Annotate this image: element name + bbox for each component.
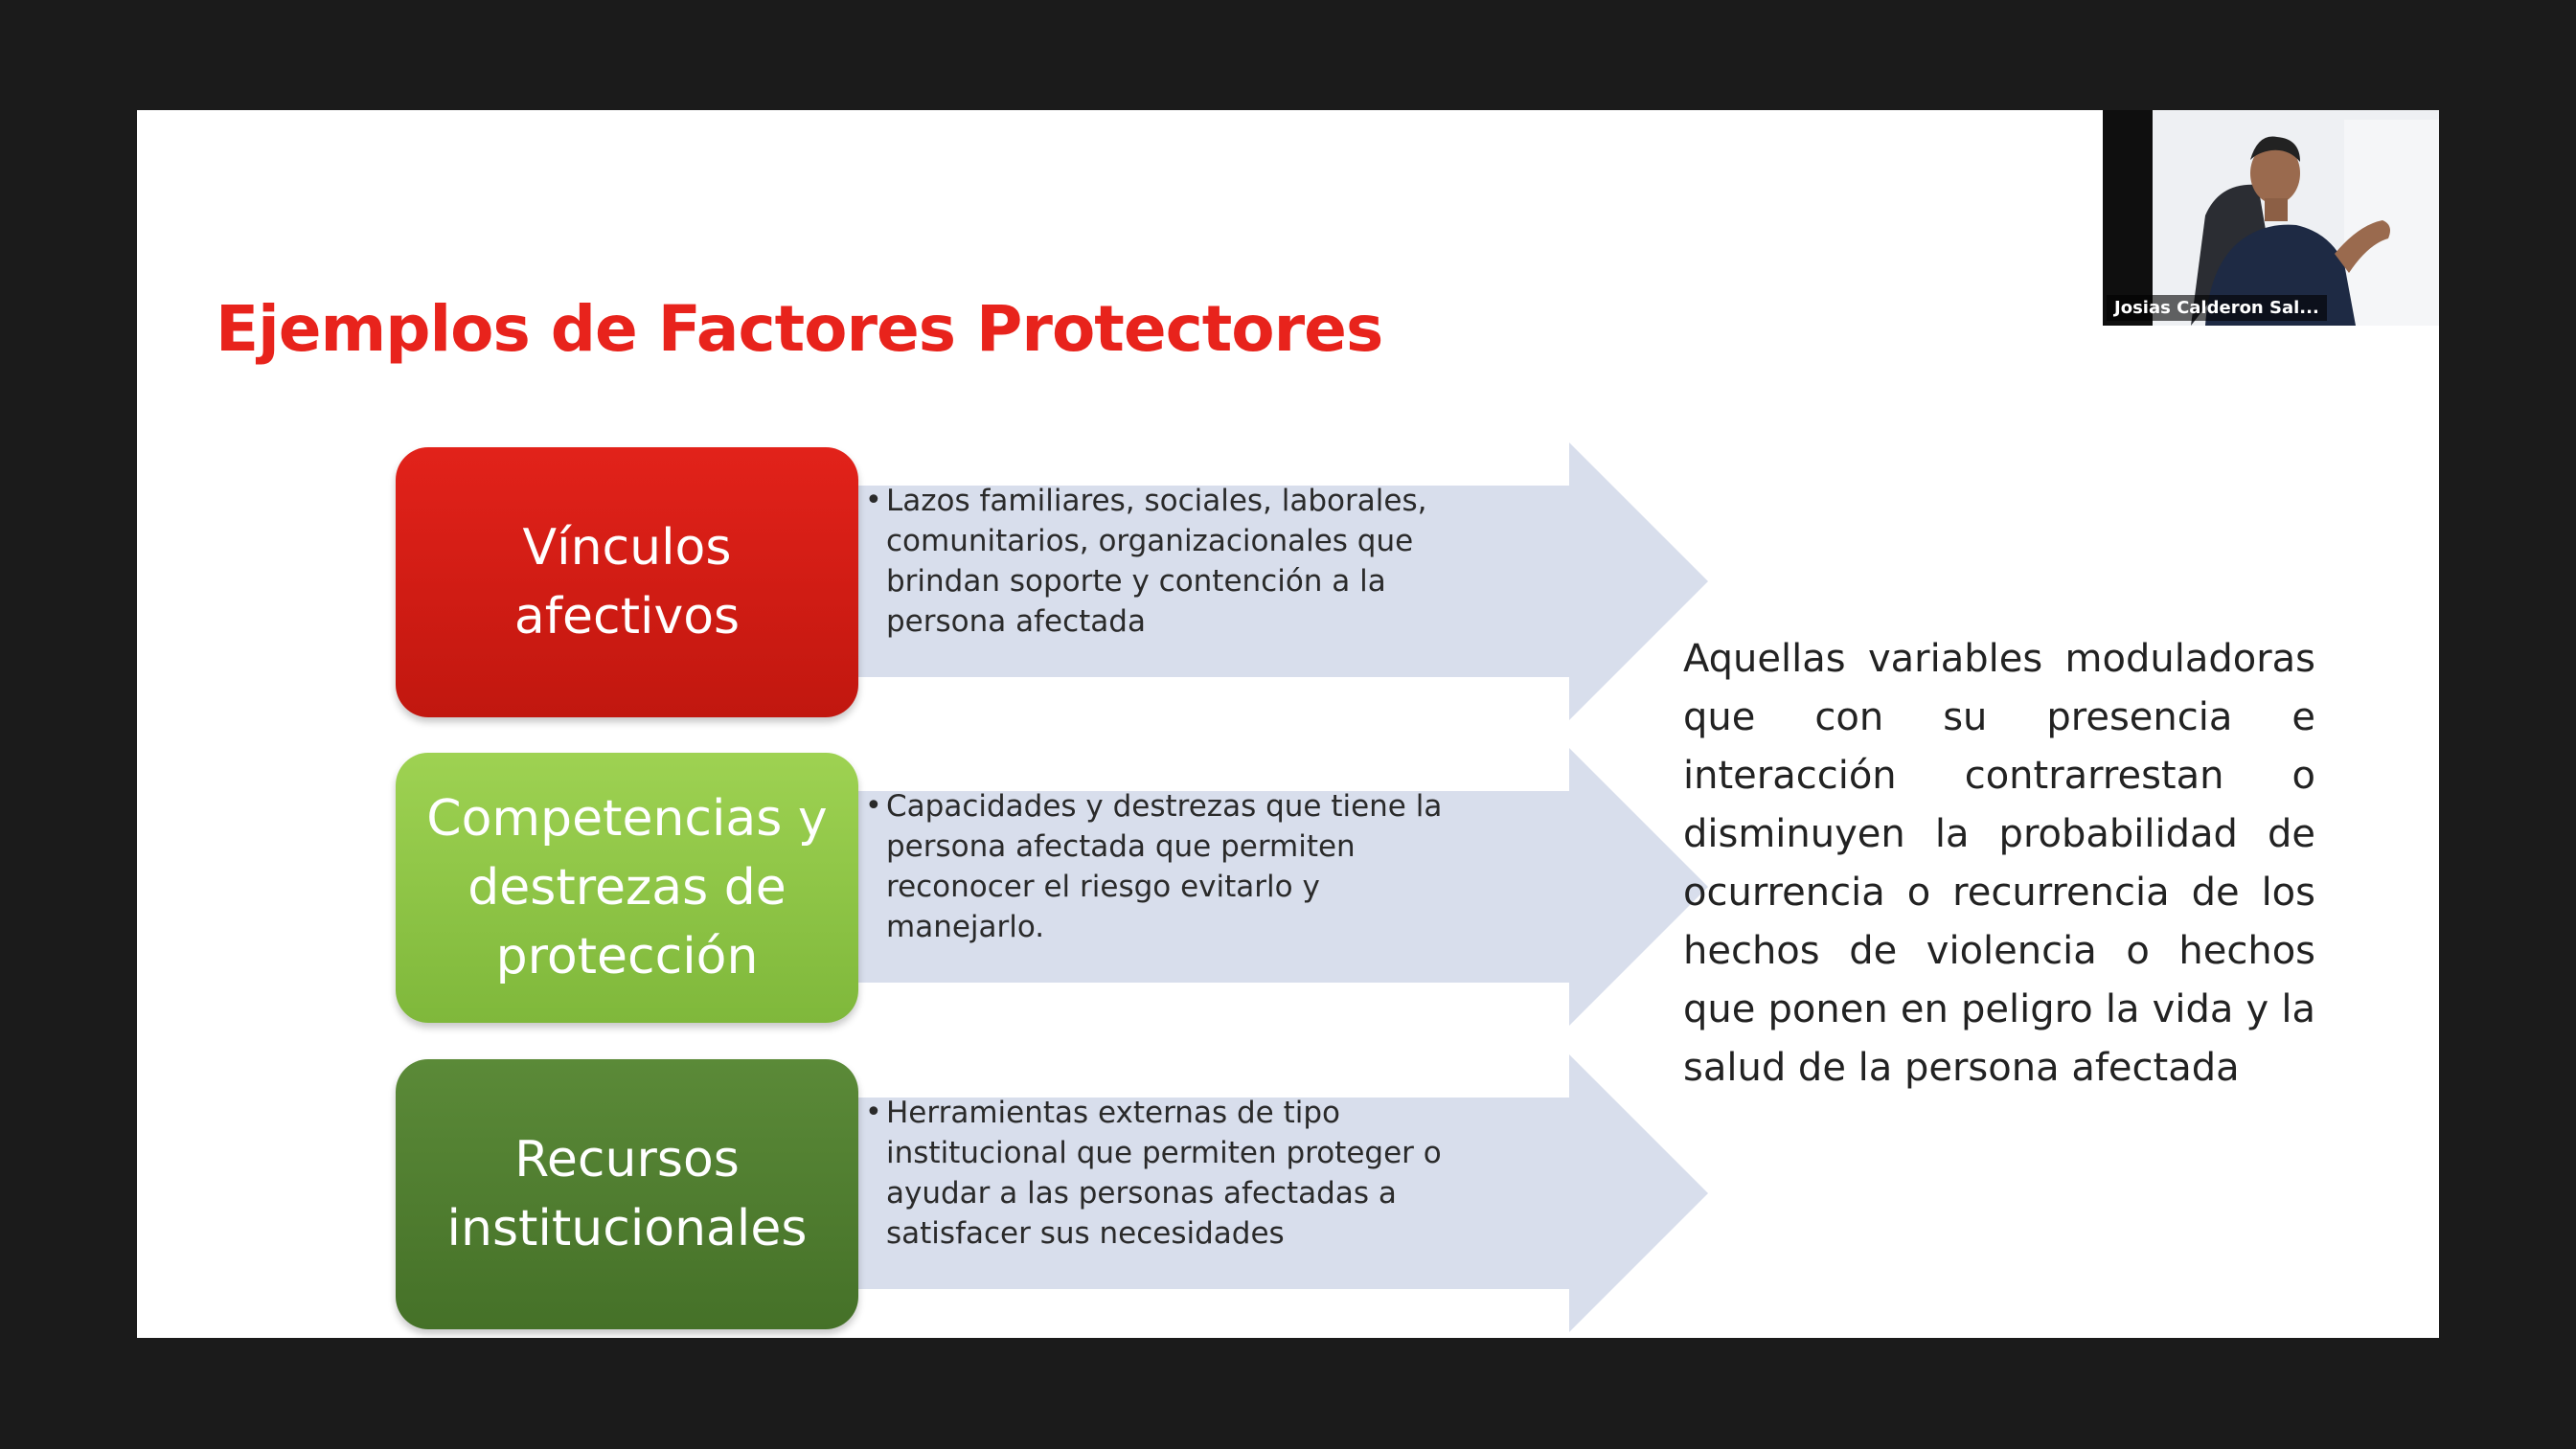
definition-text: Aquellas variables moduladoras que con su presencia e interacción contrarrestan o disminuyen la probabilidad de ocurrencia o recurrencia de los hechos de violencia o hechos que ponen en peligro la vida y la salud de la persona afectada (1683, 637, 2315, 1090)
factor-description (865, 1093, 1478, 1254)
factor-description-text: Herramientas externas de tipo institucional que permiten proteger o ayudar a las personas afectadas a satisfacer sus necesidades (886, 1096, 1442, 1251)
factor-description-text: Capacidades y destrezas que tiene la persona afectada que permiten reconocer el riesgo evitarlo y manejarlo. (886, 789, 1443, 944)
factor-description (865, 786, 1478, 947)
bullet-icon: • (865, 789, 882, 823)
participant-person-icon (2153, 110, 2439, 326)
participant-name-label: Josias Calderon Sal... (2107, 295, 2327, 321)
participant-video-feed (2153, 110, 2439, 326)
factor-row-recursos (396, 1054, 1718, 1332)
factor-description-text: Lazos familiares, sociales, laborales, comunitarios, organizacionales que brindan soporte y contención a la persona afectada (886, 484, 1427, 639)
bullet-icon: • (865, 1096, 882, 1129)
presentation-slide (137, 110, 2439, 1338)
factor-box-recursos: Recursos institucionales (396, 1059, 858, 1329)
participant-video-tile[interactable] (2103, 110, 2439, 326)
factor-box-competencias: Competencias y destrezas de protección (396, 753, 858, 1023)
factor-row-vinculos (396, 442, 1718, 720)
bullet-icon: • (865, 484, 882, 517)
factor-description (865, 481, 1478, 642)
slide-title: Ejemplos de Factores Protectores (216, 292, 1383, 366)
factor-box-vinculos: Vínculos afectivos (396, 447, 858, 717)
factor-row-competencias (396, 748, 1718, 1026)
